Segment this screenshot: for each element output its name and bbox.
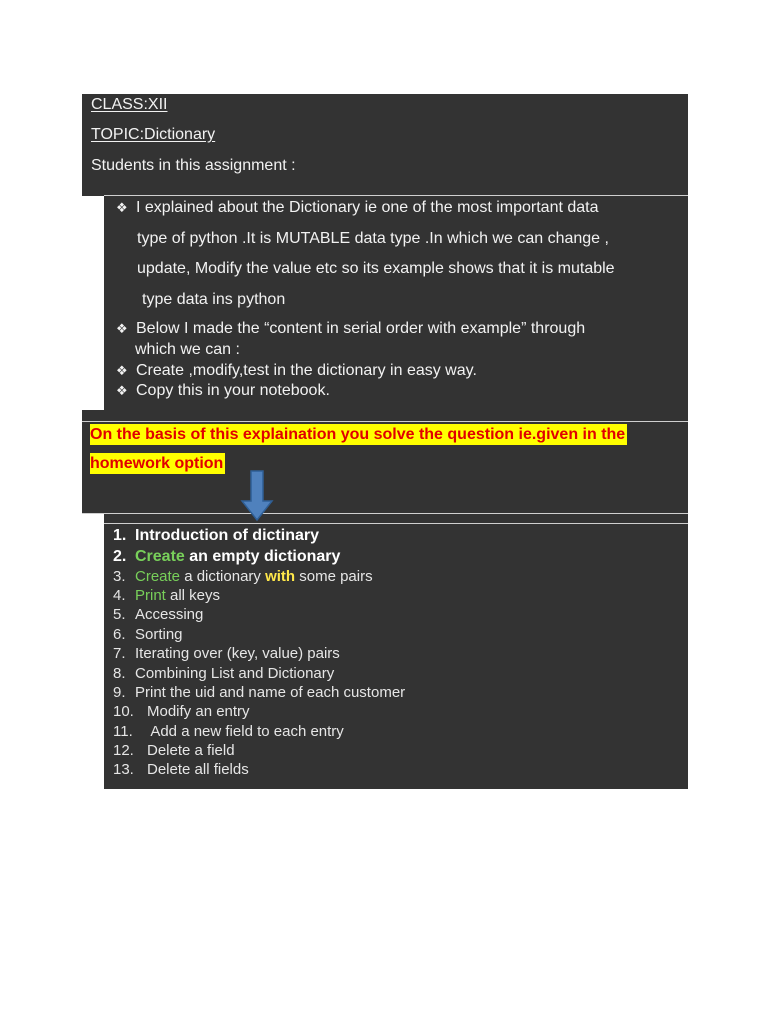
- students-line: Students in this assignment :: [91, 157, 296, 174]
- list-item: 13. Delete all fields: [113, 761, 249, 778]
- list-item: 6. Sorting: [113, 626, 183, 643]
- list-item: 10. Modify an entry: [113, 703, 250, 720]
- bullet-explained: ❖ I explained about the Dictionary ie one of the most important data: [116, 199, 599, 216]
- list-item: 4. Print all keys: [113, 587, 221, 604]
- bullet-create: ❖ Create ,modify,test in the dictionary in easy way.: [116, 362, 477, 379]
- down-arrow-icon: [240, 470, 274, 522]
- list-item: 1. Introduction of dictinary: [113, 527, 319, 544]
- homework-box: [82, 422, 688, 513]
- diamond-bullet-icon: ❖: [116, 383, 128, 398]
- list-item: 5. Accessing: [113, 606, 204, 623]
- list-item: 2. Create an empty dictionary: [113, 548, 341, 565]
- bullet-content-line2: which we can :: [135, 341, 240, 358]
- topic-label: TOPIC:Dictionary: [91, 126, 216, 143]
- list-item: 7. Iterating over (key, value) pairs: [113, 645, 340, 662]
- list-item: 3. Create a dictionary with some pairs: [113, 568, 373, 585]
- class-label: CLASS:XII: [91, 96, 168, 113]
- list-item: 12. Delete a field: [113, 742, 235, 759]
- homework-line2: homework option: [90, 455, 224, 472]
- bullet-explained-line3: update, Modify the value etc so its example shows that it is mutable: [137, 260, 615, 277]
- list-item: 11. Add a new field to each entry: [113, 723, 344, 740]
- header-box: [82, 94, 688, 185]
- diamond-bullet-icon: ❖: [116, 321, 128, 336]
- homework-line1: On the basis of this explaination you solve the question ie.given in the: [90, 426, 626, 443]
- bullet-explained-line2: type of python .It is MUTABLE data type .In which we can change ,: [137, 230, 609, 247]
- list-item: 9. Print the uid and name of each customer: [113, 684, 406, 701]
- bullet-content: ❖ Below I made the “content in serial order with example” through: [116, 320, 586, 337]
- list-item: 8. Combining List and Dictionary: [113, 665, 335, 682]
- diamond-bullet-icon: ❖: [116, 363, 128, 378]
- contents-list: [104, 524, 688, 789]
- intro-box: [104, 196, 688, 410]
- diamond-bullet-icon: ❖: [116, 200, 128, 215]
- bullet-copy: ❖ Copy this in your notebook.: [116, 382, 330, 399]
- bullet-explained-line4: type data ins python: [142, 291, 286, 308]
